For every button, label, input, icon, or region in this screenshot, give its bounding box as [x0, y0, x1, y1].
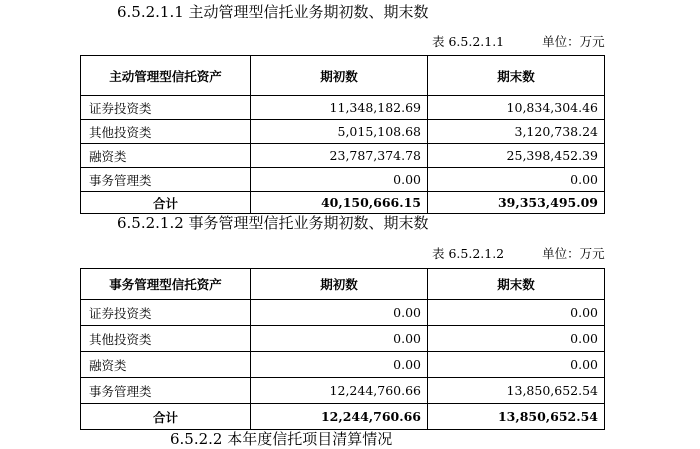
row-begin-value: 0.00 — [251, 168, 428, 192]
col-header-asset: 主动管理型信托资产 — [81, 56, 251, 96]
section2-heading: 6.5.2.1.2 事务管理型信托业务期初数、期末数 — [117, 214, 429, 232]
row-end-value: 3,120,738.24 — [428, 120, 605, 144]
table-row — [81, 378, 605, 404]
total-begin-value: 40,150,666.15 — [251, 192, 428, 214]
row-label: 融资类 — [81, 144, 251, 168]
row-label: 其他投资类 — [81, 120, 251, 144]
table-row — [81, 144, 605, 168]
transactional-trust-table — [80, 268, 605, 430]
section1-heading: 6.5.2.1.1 主动管理型信托业务期初数、期末数 — [117, 3, 429, 21]
row-end-value: 0.00 — [428, 300, 605, 326]
section1-unit: 单位：万元 — [542, 34, 605, 49]
col-header-asset: 事务管理型信托资产 — [81, 269, 251, 300]
row-end-value: 0.00 — [428, 352, 605, 378]
section1-caption — [432, 32, 605, 50]
table-total-row — [81, 404, 605, 430]
table-row — [81, 300, 605, 326]
col-header-end: 期末数 — [428, 56, 605, 96]
col-header-begin: 期初数 — [251, 269, 428, 300]
row-end-value: 10,834,304.46 — [428, 96, 605, 120]
total-end-value: 39,353,495.09 — [428, 192, 605, 214]
total-end-value: 13,850,652.54 — [428, 404, 605, 430]
row-end-value: 0.00 — [428, 168, 605, 192]
table-header-row — [81, 269, 605, 300]
row-begin-value: 0.00 — [251, 326, 428, 352]
active-trust-table — [80, 55, 605, 214]
row-begin-value: 5,015,108.68 — [251, 120, 428, 144]
table-row — [81, 168, 605, 192]
next-section-heading-cut: 6.5.2.2 本年度信托项目清算情况 — [170, 430, 393, 448]
col-header-end: 期末数 — [428, 269, 605, 300]
table-row — [81, 352, 605, 378]
row-begin-value: 0.00 — [251, 352, 428, 378]
row-label: 事务管理类 — [81, 168, 251, 192]
col-header-begin: 期初数 — [251, 56, 428, 96]
row-begin-value: 23,787,374.78 — [251, 144, 428, 168]
total-label: 合计 — [81, 404, 251, 430]
row-begin-value: 12,244,760.66 — [251, 378, 428, 404]
section2-unit: 单位：万元 — [542, 246, 605, 261]
table-header-row — [81, 56, 605, 96]
row-end-value: 0.00 — [428, 326, 605, 352]
section2-table-number: 表 6.5.2.1.2 — [432, 246, 505, 261]
table-row — [81, 326, 605, 352]
row-end-value: 25,398,452.39 — [428, 144, 605, 168]
row-label: 事务管理类 — [81, 378, 251, 404]
row-begin-value: 0.00 — [251, 300, 428, 326]
total-label: 合计 — [81, 192, 251, 214]
row-end-value: 13,850,652.54 — [428, 378, 605, 404]
row-begin-value: 11,348,182.69 — [251, 96, 428, 120]
table-total-row — [81, 192, 605, 214]
table-row — [81, 120, 605, 144]
row-label: 其他投资类 — [81, 326, 251, 352]
total-begin-value: 12,244,760.66 — [251, 404, 428, 430]
table-row — [81, 96, 605, 120]
row-label: 证券投资类 — [81, 96, 251, 120]
row-label: 证券投资类 — [81, 300, 251, 326]
section2-caption — [432, 244, 605, 262]
row-label: 融资类 — [81, 352, 251, 378]
section1-table-number: 表 6.5.2.1.1 — [432, 34, 505, 49]
